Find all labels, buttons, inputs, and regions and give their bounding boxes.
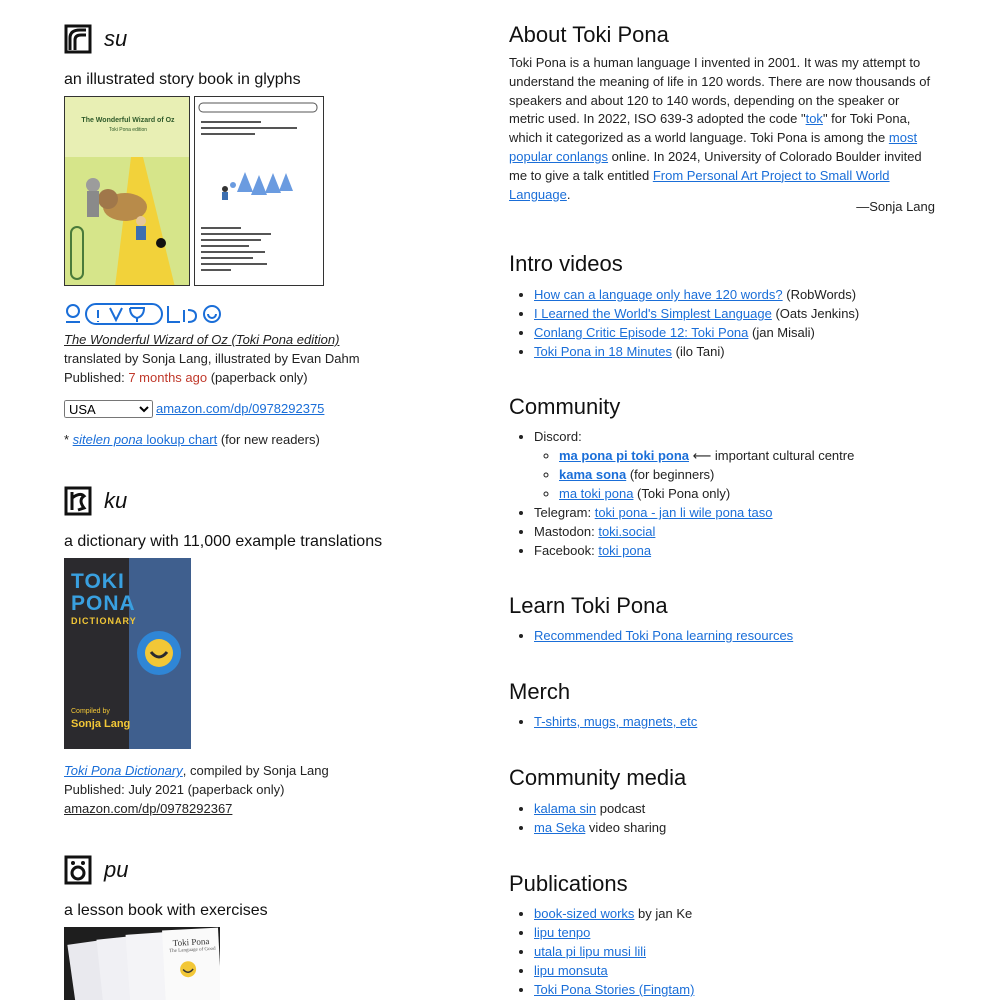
oz-published-date: 7 months ago (128, 370, 208, 385)
community-list (509, 427, 854, 560)
discord-link-kama-sona[interactable]: kama sona (559, 467, 627, 482)
popular-conlangs-link[interactable]: most popular conlangs (509, 130, 918, 164)
ku-cover-line2: PONA (71, 592, 136, 615)
list-item (534, 818, 666, 837)
ku-cover-compiled: Compiled by (71, 708, 110, 715)
ku-cover[interactable] (64, 558, 191, 749)
list-item (534, 342, 859, 361)
pu-cover-subtitle: The Language of Good (169, 946, 216, 955)
ma-seka-note: video sharing (585, 820, 667, 835)
telegram-link[interactable]: toki pona - jan li wile pona taso (594, 505, 773, 520)
publication-link-4[interactable]: lipu monsuta (534, 963, 608, 978)
publication-link-3[interactable]: utala pi lipu musi lili (534, 944, 646, 959)
list-item (534, 904, 694, 923)
oz-title-link[interactable]: The Wonderful Wizard of Oz (Toki Pona edition) (64, 332, 340, 347)
oz-published-note: (paperback only) (207, 370, 308, 385)
lookup-chart-link-rest: lookup chart (142, 432, 218, 447)
list-item (534, 942, 694, 961)
intro-videos-list (509, 285, 859, 361)
tok-link[interactable]: tok (805, 111, 823, 127)
ma-seka-link[interactable]: ma Seka (534, 820, 586, 835)
intro-video-author-2: (Oats Jenkins) (771, 306, 860, 321)
ku-title-line (64, 761, 329, 780)
oz-cover-illustration (65, 97, 190, 286)
publication-note-1: by jan Ke (634, 906, 693, 921)
book-pu-tagline: a lesson book with exercises (64, 902, 268, 919)
list-item (534, 980, 694, 999)
note-star: * (64, 432, 73, 447)
book-pu-header (64, 855, 128, 885)
pu-cover[interactable] (64, 927, 220, 1000)
list-item (534, 541, 854, 560)
mastodon-link[interactable]: toki.social (598, 524, 656, 539)
list-item (534, 323, 859, 342)
intro-video-author-3: (jan Misali) (748, 325, 815, 340)
book-ku-tagline: a dictionary with 11,000 example translations (64, 533, 383, 550)
su-glyph-icon (64, 24, 92, 54)
intro-video-author-4: (ilo Tani) (672, 344, 725, 359)
list-item (534, 712, 697, 731)
talk-link[interactable]: From Personal Art Project to Small World Language (509, 167, 890, 202)
kalama-sin-note: podcast (596, 801, 646, 816)
pu-cover-smiley-icon (178, 959, 199, 980)
list-item (534, 626, 793, 645)
pu-glyph-icon (64, 855, 92, 885)
list-item (534, 923, 694, 942)
ku-cover-author: Sonja Lang (71, 718, 131, 730)
intro-videos-heading: Intro videos (509, 251, 623, 276)
oz-published-label: Published: (64, 370, 129, 385)
oz-published (64, 368, 308, 387)
list-item (559, 484, 854, 503)
learn-list (509, 626, 793, 645)
telegram-label: Telegram: (534, 505, 595, 520)
list-item (559, 446, 854, 465)
publications-list (509, 904, 694, 999)
su-cover-front[interactable] (64, 96, 190, 286)
ku-cover-line3: DICTIONARY (71, 616, 137, 626)
community-heading: Community (509, 394, 621, 419)
lookup-chart-link[interactable] (73, 432, 218, 447)
book-su-header (64, 24, 127, 54)
merch-list (509, 712, 697, 731)
learning-resources-link[interactable]: Recommended Toki Pona learning resources (534, 628, 794, 643)
list-item (534, 503, 854, 522)
book-name-ku: ku (104, 488, 128, 513)
intro-video-link-1[interactable]: How can a language only have 120 words? (534, 287, 783, 302)
list-item (534, 427, 854, 503)
discord-label: Discord: (534, 429, 582, 444)
discord-link-ma-toki-pona[interactable]: ma toki pona (559, 486, 634, 501)
list-item (559, 465, 854, 484)
community-media-heading: Community media (509, 765, 687, 790)
publication-link-5[interactable]: Toki Pona Stories (Fingtam) (534, 982, 695, 997)
oz-cover-subtitle: Toki Pona edition (108, 127, 148, 133)
about-text-4: . (566, 186, 571, 202)
discord-link-ma-pona[interactable]: ma pona pi toki pona (559, 448, 690, 463)
learn-heading: Learn Toki Pona (509, 593, 668, 618)
intro-video-link-4[interactable]: Toki Pona in 18 Minutes (534, 344, 673, 359)
book-ku-header (64, 486, 127, 516)
list-item (534, 961, 694, 980)
su-cover-page[interactable] (194, 96, 324, 286)
facebook-label: Facebook: (534, 543, 599, 558)
about-paragraph (509, 54, 937, 204)
discord-note-2: (for beginners) (626, 467, 715, 482)
merch-link[interactable]: T-shirts, mugs, magnets, etc (534, 714, 698, 729)
facebook-link[interactable]: toki pona (598, 543, 652, 558)
discord-note-3: (Toki Pona only) (633, 486, 731, 501)
mastodon-label: Mastodon: (534, 524, 599, 539)
community-media-list (509, 799, 666, 837)
country-select[interactable] (64, 400, 153, 418)
signature: —Sonja Lang (856, 199, 935, 214)
intro-video-link-2[interactable]: I Learned the World's Simplest Language (534, 306, 772, 321)
kalama-sin-link[interactable]: kalama sin (534, 801, 597, 816)
list-item (534, 304, 859, 323)
ku-published: Published: July 2021 (paperback only) (64, 782, 285, 797)
discord-note-1: ⟵ important cultural centre (689, 448, 855, 463)
lookup-chart-link-italic: sitelen pona (72, 432, 143, 447)
book-name-su: su (104, 26, 128, 51)
ku-title-link[interactable]: Toki Pona Dictionary (64, 763, 183, 778)
ku-credit: , compiled by Sonja Lang (182, 763, 329, 778)
ku-glyph-icon (64, 486, 92, 516)
list-item (534, 799, 666, 818)
oz-purchase-row (64, 399, 324, 418)
publication-link-1[interactable]: book-sized works (534, 906, 635, 921)
pu-book-copy-4 (162, 928, 220, 1000)
about-text-2: " for Toki Pona, which it categorized as a world language. Toki Pona is among the (509, 111, 911, 146)
ku-amazon-link[interactable]: amazon.com/dp/0978292367 (64, 801, 233, 816)
glyph-page-illustration (195, 97, 323, 285)
pona-patch-icon (134, 628, 184, 678)
discord-list (534, 446, 854, 503)
about-text-3: online. In 2024, University of Colorado Boulder invited me to give a talk entitled (509, 148, 922, 183)
oz-cover-title: The Wonderful Wizard of Oz (81, 117, 175, 124)
oz-credit: translated by Sonja Lang, illustrated by Evan Dahm (64, 351, 360, 366)
pu-cover-title: Toki Pona (172, 936, 210, 948)
merch-heading: Merch (509, 679, 571, 704)
publications-heading: Publications (509, 871, 628, 896)
oz-amazon-link[interactable]: amazon.com/dp/0978292375 (156, 401, 325, 416)
lookup-chart-note (64, 430, 320, 449)
publication-link-2[interactable]: lipu tenpo (534, 925, 591, 940)
intro-video-author-1: (RobWords) (782, 287, 857, 302)
list-item (534, 285, 859, 304)
book-su-tagline: an illustrated story book in glyphs (64, 71, 301, 88)
lookup-chart-note-rest: (for new readers) (217, 432, 320, 447)
ku-cover-line1: TOKI (71, 570, 125, 593)
intro-video-link-3[interactable]: Conlang Critic Episode 12: Toki Pona (534, 325, 749, 340)
list-item (534, 522, 854, 541)
about-heading: About Toki Pona (509, 22, 669, 47)
about-text-1: Toki Pona is a human language I invented in 2001. It was my attempt to understand the meaning of life in 120 words. There are now thousands of speakers and about 120 to 140 words, depending on the speaker or metric used. In 2022, ISO 639-3 adopted the code " (509, 55, 931, 127)
book-name-pu: pu (104, 857, 129, 882)
sitelen-pona-title-icon (64, 302, 224, 326)
